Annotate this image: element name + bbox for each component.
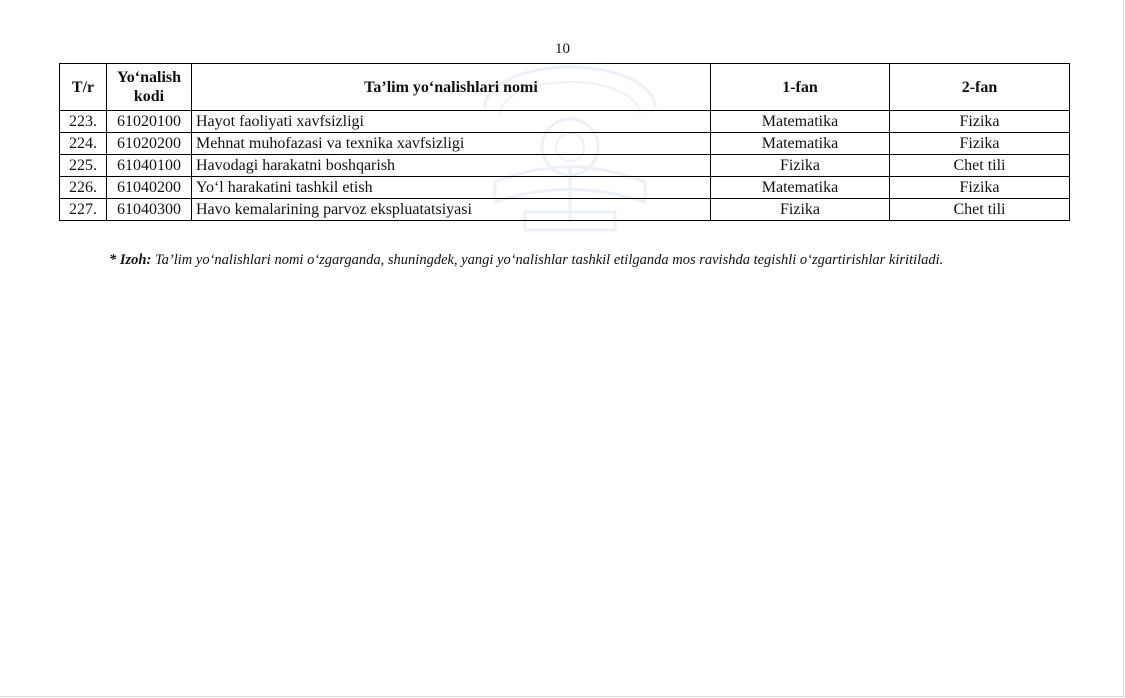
table-row — [60, 177, 1070, 199]
row-number: 225. — [60, 155, 107, 177]
table-row — [60, 155, 1070, 177]
direction-code: 61040100 — [107, 155, 192, 177]
subject-2: Fizika — [890, 111, 1070, 133]
direction-name: Mehnat muhofazasi va texnika xavfsizligi — [192, 133, 711, 155]
header-subject2: 2-fan — [890, 64, 1070, 111]
direction-name: Havo kemalarining parvoz ekspluatatsiyasi — [192, 199, 711, 221]
directions-table — [59, 63, 1070, 221]
header-subject1: 1-fan — [711, 64, 890, 111]
table-row — [60, 111, 1070, 133]
footnote — [109, 251, 943, 269]
subject-2: Chet tili — [890, 199, 1070, 221]
table-row — [60, 199, 1070, 221]
row-number: 223. — [60, 111, 107, 133]
subject-2: Fizika — [890, 177, 1070, 199]
direction-code: 61040200 — [107, 177, 192, 199]
subject-1: Fizika — [711, 155, 890, 177]
footnote-text: Ta’lim yo‘nalishlari nomi o‘zgarganda, shuningdek, yangi yo‘nalishlar tashkil etilganda mos ravishda tegishli o‘zgartirishlar kiritiladi. — [154, 252, 944, 268]
header-tr: T/r — [60, 64, 107, 111]
subject-1: Matematika — [711, 177, 890, 199]
header-code: Yo‘nalish kodi — [107, 64, 192, 111]
subject-1: Matematika — [711, 111, 890, 133]
table-row — [60, 133, 1070, 155]
direction-name: Yo‘l harakatini tashkil etish — [192, 177, 711, 199]
row-number: 226. — [60, 177, 107, 199]
direction-code: 61020200 — [107, 133, 192, 155]
subject-1: Fizika — [711, 199, 890, 221]
subject-2: Fizika — [890, 133, 1070, 155]
page-number: 10 — [555, 41, 570, 57]
direction-code: 61040300 — [107, 199, 192, 221]
direction-name: Hayot faoliyati xavfsizligi — [192, 111, 711, 133]
row-number: 224. — [60, 133, 107, 155]
header-name: Ta’lim yo‘nalishlari nomi — [192, 64, 711, 111]
table-header-row — [60, 64, 1070, 111]
subject-2: Chet tili — [890, 155, 1070, 177]
direction-code: 61020100 — [107, 111, 192, 133]
subject-1: Matematika — [711, 133, 890, 155]
row-number: 227. — [60, 199, 107, 221]
direction-name: Havodagi harakatni boshqarish — [192, 155, 711, 177]
footnote-label: * Izoh: — [109, 252, 152, 268]
